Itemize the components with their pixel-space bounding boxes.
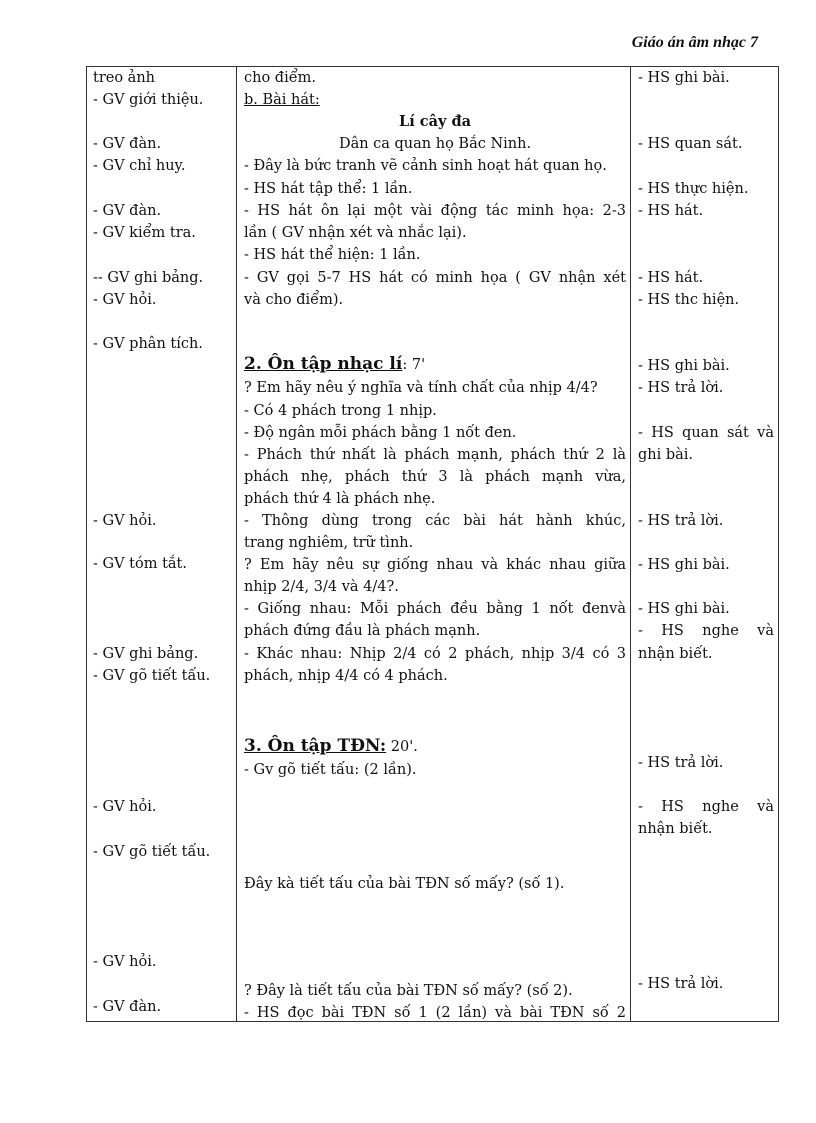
student-activity: - HS trả lời. [638,976,724,992]
teacher-activity: -- GV ghi bảng. [93,270,204,286]
content-line: trang nghiêm, trữ tình. [244,535,414,551]
student-activity: ghi bài. [638,447,694,463]
student-activity: - HS quan sát và [638,425,774,441]
song-subtitle: Dân ca quan họ Bắc Ninh. [338,136,532,152]
content-line: Đây kà tiết tấu của bài TĐN số mấy? (số 1). [244,876,565,892]
song-section-label: b. Bài hát: [244,92,320,108]
content-line: - Có 4 phách trong 1 nhịp. [244,403,437,419]
content-line: và cho điểm). [244,292,344,308]
section-3-heading [244,735,626,758]
student-activity: - HS trả lời. [638,755,724,771]
teacher-activity: - GV ghi bảng. [93,646,199,662]
student-activity: - HS thực hiện. [638,181,749,197]
teacher-activity: treo ảnh [93,70,156,86]
content-line: - HS đọc bài TĐN số 1 (2 lần) và bài TĐN số 2 [244,1005,626,1021]
student-activity: - HS ghi bài. [638,70,730,86]
teacher-activity-column [93,67,235,1021]
teacher-activity: - GV đàn. [93,999,162,1015]
content-line: - HS hát tập thể: 1 lần. [244,181,413,197]
teacher-activity: - GV gõ tiết tấu. [93,844,211,860]
teacher-activity: - GV hỏi. [93,954,157,970]
teacher-activity: - GV chỉ huy. [93,158,186,174]
page-header-title: Giáo án âm nhạc 7 [631,34,758,51]
student-activity: - HS trả lời. [638,513,724,529]
teacher-activity: - GV hỏi. [93,513,157,529]
teacher-activity: - GV đàn. [93,136,162,152]
student-activity-column [638,67,774,1021]
song-title: Lí cây đa [399,113,471,130]
content-line: - HS hát ôn lại một vài động tác minh họa: 2-3 [244,203,626,219]
content-line: phách nhẹ, phách thứ 3 là phách mạnh vừa, [244,469,626,485]
column-divider [236,67,237,1021]
content-line: ? Đây là tiết tấu của bài TĐN số mấy? (số 2). [244,983,573,999]
student-activity: - HS ghi bài. [638,601,730,617]
section-2-time: : 7' [402,357,426,373]
content-line: nhịp 2/4, 3/4 và 4/4?. [244,579,399,595]
student-activity: - HS ghi bài. [638,358,730,374]
content-line: - Thông dùng trong các bài hát hành khúc, [244,513,626,529]
section-2-title: 2. Ôn tập nhạc lí [244,354,403,374]
student-activity: nhận biết. [638,646,713,662]
content-column [244,67,626,1021]
teacher-activity: - GV đàn. [93,203,162,219]
student-activity: - HS nghe và [638,623,774,639]
teacher-activity: - GV hỏi. [93,799,157,815]
content-line: - HS hát thể hiện: 1 lần. [244,247,421,263]
content-line: - Khác nhau: Nhịp 2/4 có 2 phách, nhịp 3/4 có 3 [244,646,626,662]
content-line: - Gv gõ tiết tấu: (2 lần). [244,762,417,778]
content-line: phách, nhịp 4/4 có 4 phách. [244,668,448,684]
column-divider [630,67,631,1021]
content-line: - Độ ngân mỗi phách bằng 1 nốt đen. [244,425,517,441]
section-2-heading [244,353,626,376]
content-line: ? Em hãy nêu sự giống nhau và khác nhau giữa [244,557,626,573]
content-line: - GV gọi 5-7 HS hát có minh họa ( GV nhận xét [244,270,626,286]
teacher-activity: - GV tóm tắt. [93,556,187,572]
student-activity: - HS quan sát. [638,136,743,152]
section-3-title: 3. Ôn tập TĐN: [244,736,387,756]
content-line: - Đây là bức tranh vẽ cảnh sinh hoạt hát quan họ. [244,158,607,174]
student-activity: - HS trả lời. [638,380,724,396]
student-activity: nhận biết. [638,821,713,837]
student-activity: - HS hát. [638,203,704,219]
content-line: cho điểm. [244,70,316,86]
student-activity: - HS ghi bài. [638,557,730,573]
lesson-table [86,66,779,1022]
content-line: - Giống nhau: Mỗi phách đều bằng 1 nốt đenvà [244,601,626,617]
content-line: lần ( GV nhận xét và nhắc lại). [244,225,467,241]
teacher-activity: - GV kiểm tra. [93,225,196,241]
section-3-time: 20'. [386,739,418,755]
student-activity: - HS hát. [638,270,704,286]
content-line: ? Em hãy nêu ý nghĩa và tính chất của nhịp 4/4? [244,380,598,396]
student-activity: - HS thc hiện. [638,292,740,308]
teacher-activity: - GV hỏi. [93,292,157,308]
teacher-activity: - GV phân tích. [93,336,203,352]
content-line: phách thứ 4 là phách nhẹ. [244,491,436,507]
student-activity: - HS nghe và [638,799,774,815]
teacher-activity: - GV giới thiệu. [93,92,204,108]
teacher-activity: - GV gõ tiết tấu. [93,668,211,684]
content-line: phách đứng đầu là phách mạnh. [244,623,481,639]
content-line: - Phách thứ nhất là phách mạnh, phách thứ 2 là [244,447,626,463]
